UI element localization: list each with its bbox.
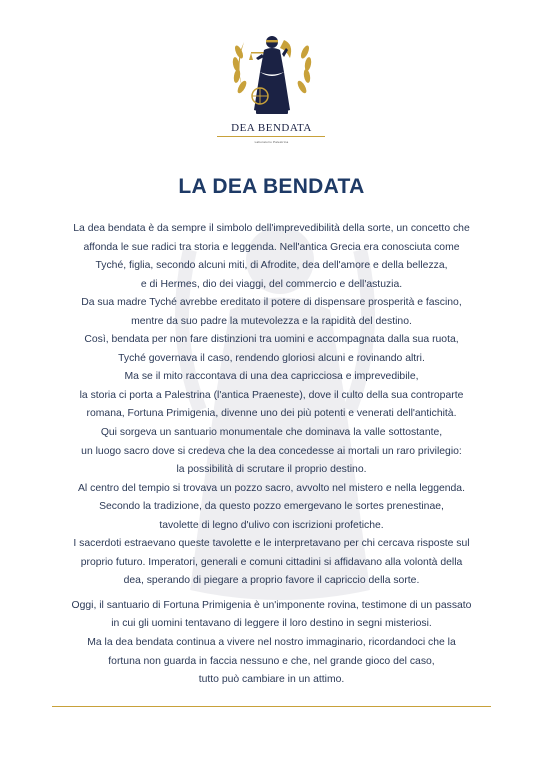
footer-divider <box>52 706 491 707</box>
text-line: Al centro del tempio si trovava un pozzo sacro, avvolto nel mistero e nella leggenda. <box>78 482 465 494</box>
article-body <box>40 220 503 690</box>
text-line: Ma se il mito raccontava di una dea capricciosa e imprevedibile, <box>124 371 419 383</box>
text-line: Da sua madre Tyché avrebbe ereditato il potere di dispensare prosperità e fascino, <box>81 297 462 309</box>
text-line: affonda le sue radici tra storia e leggenda. Nell'antica Grecia era conosciuta come <box>83 241 460 253</box>
paragraph-1 <box>40 220 503 591</box>
page-title: LA DEA BENDATA <box>178 175 365 198</box>
brand-divider <box>217 136 325 137</box>
text-line: un luogo sacro dove si credeva che la dea concedesse ai mortali un raro privilegio: <box>81 445 462 457</box>
text-line: la possibilità di scrutare il proprio destino. <box>176 464 367 476</box>
text-line: Qui sorgeva un santuario monumentale che dominava la valle sottostante, <box>100 427 443 439</box>
text-line: la storia ci porta a Palestrina (l'antica Praeneste), dove il culto della sua controparte <box>79 389 464 401</box>
text-line: Ma la dea bendata continua a vivere nel nostro immaginario, ricordandoci che la <box>87 637 456 649</box>
text-line: tutto può cambiare in un attimo. <box>198 674 345 686</box>
text-line: Oggi, il santuario di Fortuna Primigenia è un'imponente rovina, testimone di un passato <box>71 599 472 611</box>
text-line: e di Hermes, dio dei viaggi, del commercio e dell'astuzia. <box>140 278 403 290</box>
text-line: tavolette di legno d'ulivo con iscrizioni profetiche. <box>159 519 384 531</box>
text-line: Tyché, figlia, secondo alcuni miti, di Afrodite, dea dell'amore e della bellezza, <box>95 260 448 272</box>
text-line: fortuna non guarda in faccia nessuno e che, nel grande gioco del caso, <box>108 655 435 667</box>
text-line: romana, Fortuna Primigenia, divenne uno dei più potenti e venerati dell'antichità. <box>86 408 457 420</box>
text-line: dea, sperando di piegare a proprio favore il capriccio della sorte. <box>123 575 420 587</box>
text-line: Tyché governava il caso, rendendo gloriosi alcuni e rovinando altri. <box>118 352 425 364</box>
text-line: Così, bendata per non fare distinzioni tra uomini e accompagnata dalla sua ruota, <box>84 334 459 346</box>
text-line: Secondo la tradizione, da questo pozzo emergevano le sortes prenestinae, <box>99 501 444 513</box>
text-line: mentre da suo padre la mutevolezza e la rapidità del destino. <box>131 315 412 327</box>
text-line: La dea bendata è da sempre il simbolo dell'imprevedibilità della sorte, un concetto che <box>73 223 470 234</box>
blindfolded-goddess-laurel-logo <box>222 22 322 122</box>
text-line: in cui gli uomini tentavano di leggere il loro destino in segni misteriosi. <box>111 618 432 630</box>
text-line: proprio futuro. Imperatori, generali e comuni cittadini si affidavano alla volontà della <box>80 556 463 568</box>
brand-name: DEA BENDATA <box>231 122 312 134</box>
brand-tagline: Laboratorio Palestrina <box>254 140 289 144</box>
paragraph-2 <box>40 597 503 690</box>
text-line: I sacerdoti estraevano queste tavolette e le interpretavano per chi cercava risposte sul <box>73 538 470 550</box>
